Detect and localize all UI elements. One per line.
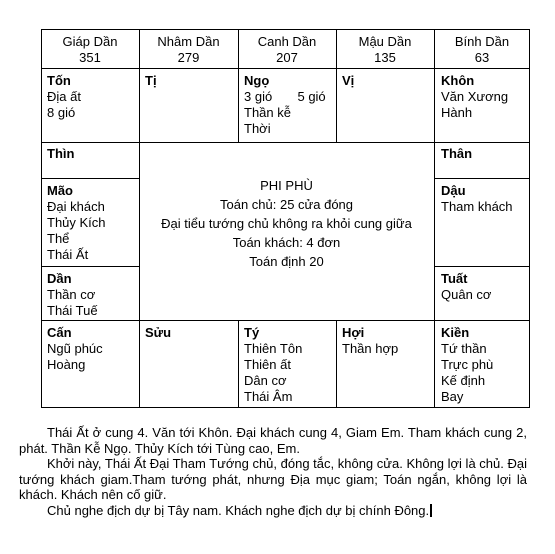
header-cell (434, 34, 530, 66)
grid-line (139, 320, 140, 408)
center-title: PHI PHÙ (260, 178, 313, 193)
palace-entry: Tứ thần (441, 341, 487, 356)
palace-cell-ty (244, 325, 302, 405)
paragraph-text: Chủ nghe địch dự bị Tây nam. Khách nghe địch dự bị chính Đông. (47, 502, 430, 518)
palace-entry: 3 gió 5 gió (244, 89, 326, 104)
text-cursor[interactable] (430, 504, 432, 517)
palace-cell-dau (441, 183, 513, 215)
palace-cell-tuat (441, 271, 491, 303)
palace-cell-ngo (244, 73, 326, 137)
paragraph: Thái Ất ở cung 4. Văn tới Khôn. Đại khách cung 4, Giam Em. Tham khách cung 2, phát. Thần Kễ Ngọ. Thủy Kích tới Tùng cao, Em. (19, 425, 527, 456)
palace-cell-suu (145, 325, 171, 341)
palace-entry: Thiên ất (244, 357, 291, 372)
paragraph: Khởi này, Thái Ất Đại Tham Tướng chủ, đóng tắc, không cửa. Không lợi là chủ. Đại tướng khách giam.Tham tướng phát, nhưng Địa mục giam; Toán ngắn, không lợi là khách. Khách nên cố giữ. (19, 456, 527, 502)
palace-entry: Thần hợp (342, 341, 399, 356)
palace-cell-thin (47, 146, 74, 162)
palace-entry: Thần kễ (244, 105, 291, 120)
grid-line (41, 68, 530, 69)
palace-name: Thân (441, 146, 473, 161)
palace-entry: Thể (47, 231, 70, 246)
header-cell (41, 34, 139, 66)
center-line: Đại tiểu tướng chủ không ra khỏi cung giữa (161, 216, 412, 231)
palace-entry: Tham khách (441, 199, 513, 214)
palace-entry: Hoàng (47, 357, 86, 372)
palace-entry: Thời (244, 121, 271, 136)
palace-entry: Thần cơ (47, 287, 96, 302)
palace-entry: Bay (441, 389, 464, 404)
grid-line (41, 266, 139, 267)
grid-line (336, 320, 337, 408)
palace-name: Cấn (47, 325, 72, 340)
palace-name: Ngọ (244, 73, 270, 88)
palace-name: Khôn (441, 73, 475, 88)
grid-line (41, 320, 530, 321)
palace-cell-ton (47, 73, 81, 121)
grid-line (41, 29, 530, 30)
palace-name: Thìn (47, 146, 75, 161)
palace-entry: Thái Âm (244, 389, 293, 404)
palace-entry: Thái Tuế (47, 303, 98, 318)
center-line: Toán khách: 4 đơn (232, 235, 341, 250)
palace-entry: Thái Ất (47, 247, 89, 262)
header-name: Giáp Dần (62, 34, 118, 49)
palace-entry: Văn Xương (441, 89, 509, 104)
palace-cell-ti (145, 73, 157, 89)
grid-line (434, 266, 530, 267)
palace-cell-khon (441, 73, 508, 121)
paragraph (19, 503, 527, 519)
palace-cell-than (441, 146, 472, 162)
palace-cell-kien (441, 325, 493, 405)
commentary (19, 425, 527, 518)
header-cell (336, 34, 434, 66)
header-cell (238, 34, 336, 66)
header-number: 63 (474, 50, 490, 65)
palace-name: Dần (47, 271, 72, 286)
grid-line (434, 320, 435, 408)
palace-name: Tốn (47, 73, 71, 88)
palace-cell-vi (342, 73, 354, 89)
palace-entry: Thiên Tôn (244, 341, 303, 356)
grid-line (434, 178, 530, 179)
palace-grid (41, 29, 530, 408)
header-name: Nhâm Dần (157, 34, 220, 49)
palace-entry: Ngũ phúc (47, 341, 103, 356)
grid-line (41, 142, 530, 143)
center-summary (139, 176, 434, 271)
palace-name: Dậu (441, 183, 466, 198)
palace-entry: Thủy Kích (47, 215, 106, 230)
center-line: Toán chủ: 25 cửa đóng (219, 197, 354, 212)
palace-cell-can (47, 325, 103, 373)
center-line: Toán định 20 (249, 254, 324, 269)
header-number: 351 (79, 50, 101, 65)
palace-name: Mão (47, 183, 73, 198)
palace-entry: 8 gió (47, 105, 76, 120)
header-number: 135 (374, 50, 396, 65)
grid-line (41, 29, 42, 408)
grid-line (434, 142, 435, 320)
header-cell (139, 34, 238, 66)
grid-line (529, 29, 530, 408)
palace-cell-dan (47, 271, 98, 319)
palace-entry: Đại khách (47, 199, 105, 214)
grid-line (41, 178, 139, 179)
palace-name: Tý (244, 325, 260, 340)
palace-name: Kiền (441, 325, 470, 340)
palace-cell-mao (47, 183, 106, 263)
palace-cell-hoi (342, 325, 398, 357)
palace-name: Sửu (145, 325, 172, 340)
palace-entry: Dân cơ (244, 373, 287, 388)
grid-line (238, 320, 239, 408)
palace-name: Vị (342, 73, 355, 88)
palace-entry: Trực phù (441, 357, 494, 372)
header-number: 279 (177, 50, 200, 65)
header-name: Canh Dần (257, 34, 317, 49)
palace-name: Hợi (342, 325, 365, 340)
palace-entry: Quân cơ (441, 287, 492, 302)
palace-name: Tuất (441, 271, 468, 286)
palace-entry: Kế định (441, 373, 486, 388)
header-name: Mậu Dần (358, 34, 412, 49)
grid-line (41, 407, 530, 408)
palace-entry: Hành (441, 105, 473, 120)
palace-entry: Địa ất (47, 89, 81, 104)
header-number: 207 (276, 50, 298, 65)
palace-name: Tị (145, 73, 157, 88)
header-name: Bính Dần (454, 34, 510, 49)
